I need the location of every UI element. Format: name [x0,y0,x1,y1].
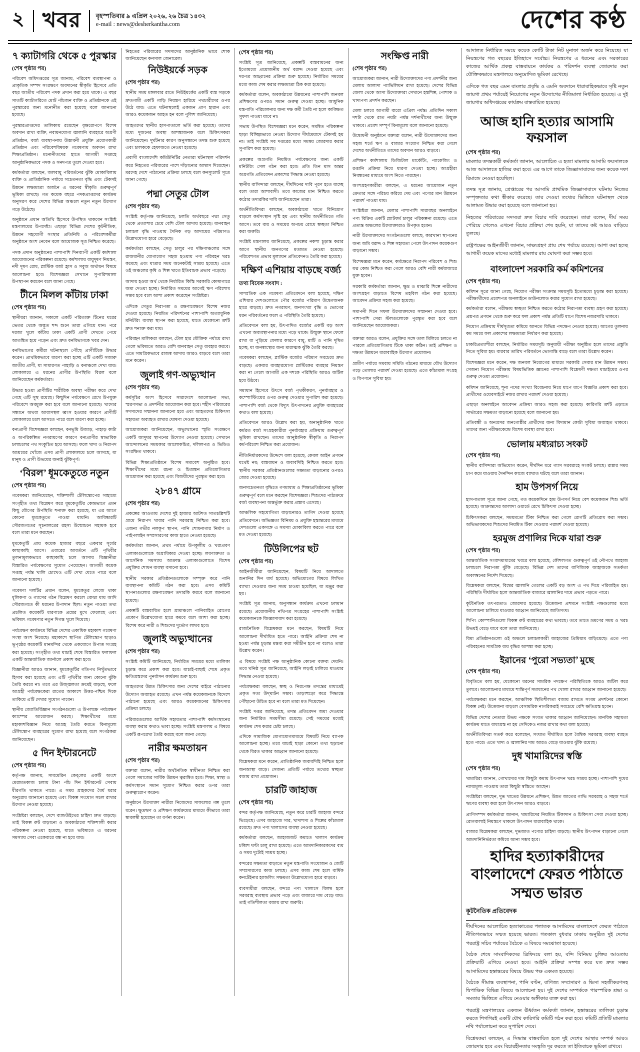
continued-tag: (শেষ পৃষ্ঠার পর) [239,800,274,807]
headline[interactable]: আজ হানি হত্যার আসামি ফয়সাল [480,113,614,145]
headline[interactable]: দুধ খামারিদের স্বস্তি [511,751,583,763]
paragraph: কর্মকর্তারা বলছেন, সেতু চালুর পর দক্ষিণাঞ্চলের সঙ্গে রাজধানীর যোগাযোগ সহজ হওয়ায় পণ্য পরিবহন খরচ কমেছে এবং যাত্রার সময় অনেকটাই সাশ্রয় হয়েছে। এতে ওই অঞ্চলের কৃষি ও শিল্প খাতে ইতিবাচক প্রভাব পড়েছে। [125,246,230,274]
paragraph: সংশ্লিষ্ট কর্তৃপক্ষ জানিয়েছে, চলতি অর্থবছরে পদ্মা সেতু থেকে প্রত্যাশার চেয়ে বেশি টোল আদায় হয়েছে। যানবাহন চলাচল বৃদ্ধি পাওয়ায় দৈনিক গড় আদায়ের পরিমাণও উল্লেখযোগ্য হারে বেড়েছে। [125,213,230,241]
paragraph: প্রাণিসম্পদ কর্মকর্তারা জানান, খামারিদের নিয়মিত টিকাদান ও চিকিৎসা সেবা দেওয়া হচ্ছে। রোগবালাই নিয়ন্ত্রণে থাকলে উৎপাদন ধারাবাহিক থাকে। [466,811,628,825]
paragraph: চাকরিপ্রত্যাশীরা বলছেন, নির্ধারিত সময়সূচি অনুযায়ী পরীক্ষা অনুষ্ঠিত হলে তাদের প্রস্তুতি নিতে সুবিধা হয়। বারবার তারিখ পরিবর্তনে ভোগান্তি বাড়ে বলে তারা উল্লেখ করেন। [466,341,628,355]
article-lead-hani-extradition [466,848,628,1052]
paragraph: আয়োজকরা জানান, নারী উদ্যোক্তাদের পণ্য প্রদর্শনীর জন্য মেলায় আলাদা প্যাভিলিয়ন রাখা হয়েছে। দেশের বিভিন্ন জেলা থেকে আসা উদ্যোক্তারা সেখানে হস্তশিল্প, পোশাক ও খাদ্যপণ্য প্রদর্শন করছেন। [352,75,457,103]
paragraph: বক্তারা আরও বলেন, প্রযুক্তির সঙ্গে তাল মিলিয়ে চলতে না পারলে প্রতিযোগিতায় টিকে থাকা কঠিন। তাই প্রশিক্ষণ ও দক্ষতা উন্নয়নে ধারাবাহিক উদ্যোগ প্রয়োজন। [352,335,457,356]
paragraph: সংশ্লিষ্টরা জানান, মেলার পাশাপাশি সারাবছর অনলাইনে পণ্য বিক্রির একটি প্ল্যাটফর্ম চালুর পরিকল্পনা রয়েছে। এতে প্রত্যন্ত অঞ্চলের উদ্যোক্তারাও উপকৃত হবেন। [352,208,457,229]
article-top-continued [466,48,628,109]
paragraph: প্রতিবন্ধী ও অনগ্রসর জনগোষ্ঠীর প্রার্থীদের জন্য বিদ্যমান কোটা সুবিধা অব্যাহত থাকবে। তাদের জন্য পরীক্ষাকেন্দ্রে বিশেষ ব্যবস্থা রাখা হবে। [466,420,628,433]
paragraph: গবেষকরা জানিয়েছেন, শক্তিশালী টেলিস্কোপের সাহায্যে সংগৃহীত তথ্য বিশ্লেষণ করে ধূমকেতুটির কেন্দ্রভাগে এমন কিছু যৌগের উপস্থিতি শনাক্ত করা হয়েছে, যা এর আগে কোনো ধূমকেতুতে পাওয়া যায়নি। আবিষ্কারটি সৌরজগতের সূচনালগ্নের রহস্য উন্মোচনে সহায়ক হবে বলে তারা মনে করছেন। [12,493,117,536]
paragraph: সভায় উপস্থিত বিশেষজ্ঞরা মনে করেন, সমন্বিত পরিকল্পনা ছাড়া বিচ্ছিন্নভাবে নেওয়া উদ্যোগ দীর্ঘমেয়াদে টেকসই হয় না। তাই সংশ্লিষ্ট সব দপ্তরের মধ্যে সমন্বয় জোরদার করার সুপারিশ করা হয়েছে। [239,124,344,152]
article-women-brief-cont [353,335,458,382]
article-2847-villages [126,486,231,630]
headline[interactable]: ভোলায় মধ্যরাচ্য সংকট [506,438,588,449]
paragraph: অনুষ্ঠানে উদ্যোক্তা নারীরা নিজেদের সাফল্যের গল্প তুলে ধরেন। ক্ষুদ্রঋণ ও প্রশিক্ষণ কার্যক্রমের মাধ্যমে কীভাবে তারা স্বাবলম্বী হয়েছেন তা বর্ণনা করেন। [125,800,230,821]
byline-rule [466,920,592,921]
paragraph: প্রকল্পের আওতায় দেশের দুই হাজার আটশত সাতচল্লিশটি গ্রামে নিরাপদ খাবার পানি সরবরাহ নিশ্চিত করা হবে। এজন্য গভীর নলকূপ স্থাপন, পানি শোধনাগার নির্মাণ ও পাইপলাইন সম্প্রসারণের কাজ হাতে নেওয়া হয়েছে। [125,510,230,538]
article-tin-thorn [12,290,117,463]
continued-tag: (শেষ পৃষ্ঠার পর) [466,669,501,676]
paragraph: পুরস্কারপ্রাপ্তদের তালিকায় রয়েছেন বৃক্ষরোপণে বিশেষ অবদান রাখা ব্যক্তি, নবায়নযোগ্য জ্বালানি ব্যবহারে অগ্রণী প্রতিষ্ঠান, বর্জ্য ব্যবস্থাপনায় উদ্ভাবনী প্রযুক্তি প্রয়োগকারী প্রতিষ্ঠান এবং পরিবেশবিষয়ক গবেষণায় অবদান রাখা শিক্ষাপ্রতিষ্ঠান। মনোনীতদের হাতে আগামী সপ্তাহে আনুষ্ঠানিকভাবে পদক ও সনদপত্র তুলে দেওয়া হবে। [12,122,117,165]
paragraph: স্থানীয় সময় মঙ্গলবার রাতে নিউইয়র্কের একটি ব্যস্ত সড়কে দ্রুতগামী একটি গাড়ি নিয়ন্ত্রণ হারিয়ে পথচারীদের ওপর উঠে যায়। এতে ঘটনাস্থলেই একজন প্রাণ হারান এবং আরও কয়েকজন আহত হন বলে পুলিশ জানিয়েছে। [125,90,230,118]
article-women-empowerment [126,743,231,822]
paragraph: নীতিনির্ধারকদের উদ্দেশে বলা হয়েছে, কেবল আইন প্রণয়ন যথেষ্ট নয়; বাস্তবায়ন ও জবাবদিহি নিশ্চিত করতে হবে। স্থানীয় সরকার প্রতিষ্ঠানগুলোর সক্ষমতা বাড়ানোর ওপরও জোর দেওয়া হয়েছে। [239,452,344,480]
paragraph: উদ্বোধনী অনুষ্ঠানে বক্তারা বলেন, নারী উদ্যোক্তাদের জন্য সহজ শর্তে ঋণ ও বাজার সংযোগ নিশ্চিত করা গেলে দেশের অর্থনীতিতে তাদের অবদান আরও বাড়বে। [352,133,457,153]
paragraph: সংশ্লিষ্ট সূত্র জানিয়েছে, প্রকল্পটি বাস্তবায়নের জন্য ইতোমধ্যে প্রয়োজনীয় অর্থ বরাদ্দ দেওয়া হয়েছে এবং দরপত্র আহ্বানের প্রক্রিয়া শুরু হয়েছে। নির্ধারিত সময়ের মধ্যে কাজ শেষ করার লক্ষ্যমাত্রা ঠিক করা হয়েছে। [239,59,344,87]
paragraph: আহতদের স্থানীয় হাসপাতালে ভর্তি করা হয়েছে। তাদের মধ্যে দুজনের অবস্থা আশঙ্কাজনক বলে চিকিৎসকরা জানিয়েছেন। দুর্ঘটনার কারণ অনুসন্ধানে তদন্ত শুরু হয়েছে এবং চালককে হেফাজতে নেওয়া হয়েছে। [125,122,230,150]
paragraph: বৈঠকে সীমান্ত ব্যবস্থাপনা, পানি বণ্টন, বাণিজ্য সম্প্রসারণ ও ভিসা সহজীকরণসহ দ্বিপাক্ষিক বিভিন্ন বিষয়ে আলোচনা হয়। দুই দেশের সম্পর্ককে পারস্পরিক শ্রদ্ধা ও সমতার ভিত্তিতে এগিয়ে নেওয়ার অঙ্গীকার ব্যক্ত করা হয়। [466,980,628,1003]
continued-tag: (শেষ পৃষ্ঠার পর) [239,49,274,56]
agency-tag: তথ্য বিবেক সংবাদ : [239,280,283,287]
paragraph: স্থানীয় বাসিন্দারা বলছেন, দীর্ঘদিনের দাবি পূরণ হতে যাচ্ছে বলে তারা আশাবাদী। তবে কাজের মান নিশ্চিত করতে কঠোর তদারকির দাবি জানিয়েছেন তারা। [239,181,344,202]
paragraph: প্রকল্পের অগ্রগতি নিয়মিত পর্যবেক্ষণের জন্য একটি মনিটরিং সেল গঠন করা হবে। প্রতি তিন মাস অন্তর অগ্রগতি প্রতিবেদন প্রকাশের সিদ্ধান্ত নেওয়া হয়েছে। [239,156,344,177]
headline[interactable]: নারীর ক্ষমতায়ন [148,742,208,754]
publication-date: বৃহস্পতিবার ৯ এপ্রিল ২০২৬, ২৬ চৈত্র ১৪৩২ [95,13,206,21]
paragraph: কর্মকর্তারা বলছেন, জলবায়ু পরিবর্তনের ঝুঁকি মোকাবিলায় ব্যক্তি ও প্রাতিষ্ঠানিক পর্যায়ে সচেতনতা বৃদ্ধি এবং টেকসই উন্নয়ন লক্ষ্যমাত্রা অর্জনে এ ধরনের স্বীকৃতি গুরুত্বপূর্ণ ভূমিকা রাখছে। গত কয়েক বছরে পদকপ্রাপ্তদের কার্যক্রম অনুসরণ করে দেশের বিভিন্ন অঞ্চলে নতুন নতুন উদ্যোগ গড়ে উঠেছে। [12,169,117,212]
paragraph: আন্তর্জাতিক সংবাদমাধ্যমের খবরে বলা হয়েছে, কৌশলগত গুরুত্বপূর্ণ ওই নৌপথে জাহাজ চলাচলে নিরাপত্তা ঝুঁকি বেড়েছে। বিভিন্ন দেশ তাদের বাণিজ্যিক জাহাজকে সতর্কতা অবলম্বনের নির্দেশ দিয়েছে। [466,557,628,578]
continued-tag: (শেষ পৃষ্ঠার পর) [125,80,160,87]
headline[interactable]: সংক্ষিপ্ত নারী [380,50,429,62]
paragraph: বিমা প্রতিষ্ঠানগুলো ওই অঞ্চলে চলাচলকারী জাহাজের প্রিমিয়াম বাড়িয়েছে। এতে পণ্য পরিবহনের সামগ্রিক ব্যয় বৃদ্ধির আশঙ্কা করা হচ্ছে। [466,636,628,649]
paragraph: বক্তারা বলেন, নারীর অর্থনৈতিক স্বাধীনতা নিশ্চিত করা গেলে সমাজের সার্বিক উন্নয়ন ত্বরান্বিত হবে। শিক্ষা, স্বাস্থ্য ও কর্মসংস্থানে সমান সুযোগ নিশ্চিত করার ওপর তারা গুরুত্বারোপ করেন। [125,768,230,796]
article-continued-top [239,49,344,261]
paragraph: দীর্ঘদিনের আলোচিত হত্যাকাণ্ডের পলাতক আসামিদের বাংলাদেশে ফেরত পাঠাতে নীতিগতভাবে সম্মত হয়েছে ভারত। গতকাল বুধবার ঢাকায় অনুষ্ঠিত দুই দেশের পররাষ্ট্র সচিব পর্যায়ের বৈঠকে এ বিষয়ে সমঝোতা হয়েছে। [466,925,628,947]
paragraph: ধূমকেতুটি প্রায় কয়েক হাজার বছরে একবার সূর্যের কাছাকাছি আসে। এবারের আবর্তনে এটি পৃথিবীর তুলনামূলকভাবে কাছাকাছি চলে আসায় বিজ্ঞানীরা বিস্তারিত পর্যবেক্ষণের সুযোগ পেয়েছেন। আগামী কয়েক সপ্তাহ পর্যন্ত খালি চোখেও এটি দেখা যেতে পারে বলে জানানো হয়েছে। [12,540,117,583]
article-dairy-farmers [466,751,628,843]
paragraph: বিশ্লেষকরা মনে করেন, প্রাতিষ্ঠানিক জবাবদিহি নিশ্চিত হলে জনআস্থা বাড়ে। সেজন্য প্রতিটি পর্যায়ে তথ্যের স্বচ্ছতা বজায় রাখা প্রয়োজন। [239,759,344,779]
paragraph: তদন্ত সূত্র জানায়, গ্রেপ্তারের পর আসামি প্রাথমিক জিজ্ঞাসাবাদে ঘটনায় নিজের সম্পৃক্ততার কথা স্বীকার করেছে। তার দেওয়া তথ্যের ভিত্তিতে ঘটনাস্থল থেকে আলামত উদ্ধার করা হয়েছে বলে জানানো হয়। [466,187,628,210]
paragraph: বিশ্লেষকরা বলছেন, বিশ্বের জ্বালানি তেলের একটি বড় অংশ এ পথ দিয়ে পরিবাহিত হয়। পরিস্থিতি দীর্ঘায়িত হলে আন্তর্জাতিক বাজারে জ্বালানির দামে প্রভাব পড়তে পারে। [466,583,628,596]
continued-tag: (শেষ পৃষ্ঠার পর) [239,558,274,565]
headline[interactable]: হাম উপসর্গ নিয়ে [515,481,579,493]
paragraph: প্রতিবেদনে আরও উল্লেখ করা হয়, অনানুষ্ঠানিক খাতে কর্মরত বর্জ্য সংগ্রহকারীরা পুনর্ব্যবহার প্রক্রিয়ায় গুরুত্বপূর্ণ ভূমিকা রাখছেন। তাদের আনুষ্ঠানিক স্বীকৃতি ও নিরাপদ কর্মপরিবেশ নিশ্চিত করা প্রয়োজন। [239,420,344,448]
article-hormuz-strait [466,533,628,649]
paragraph: উদ্ধার হওয়া প্রাণীটির শারীরিক অবস্থা পরীক্ষা করে দেখা গেছে এটি সুস্থ রয়েছে। কিছুদিন পর্যবেক্ষণে রেখে উপযুক্ত পরিবেশে অবমুক্ত করা হবে বলে জানানো হয়েছে। খাদ্যের সন্ধানে অথবা আবাসস্থল ধ্বংস হওয়ার কারণে প্রাণীটি লোকালয়ে চলে আসতে পারে বলে ধারণা করা হচ্ছে। [12,387,117,423]
headline[interactable]: টীনে মিলল কাঁটায় ঢাকা [20,290,109,302]
paragraph: আহতদের উন্নত চিকিৎসার জন্য দেশের বাইরে পাঠানোর উদ্যোগ অব্যাহত রয়েছে। এখন পর্যন্ত কয়েকজনকে বিদেশে পাঠানো হয়েছে এবং আরও কয়েকজনের চিকিৎসার প্রক্রিয়া চলছে। [125,684,230,712]
headline[interactable]: টিউলিপের ছট [264,543,319,555]
paragraph: সংশ্লিষ্টরা বলছেন, দুগ্ধ খাতের উন্নয়নে প্রশিক্ষণ, উন্নত জাতের গাভি সরবরাহ ও সহজ শর্তে ঋণের ব্যবস্থা করা হলে উৎপাদন আরও বাড়বে। [466,794,628,807]
paragraph: বন্যপ্রাণী বিশেষজ্ঞরা বলছেন, বনভূমি উজাড়, পাহাড় কাটা ও অপরিকল্পিত নগরায়ণের কারণে বন্যপ্রাণীর স্বাভাবিক চলাচলের পথ সংকুচিত হয়ে আসছে। ফলে খাদ্য ও নিরাপদ আশ্রয়ের খোঁজে এসব প্রাণী লোকালয়ে চলে আসছে, যা মানুষ ও প্রাণী উভয়ের জন্যই ঝুঁকিপূর্ণ। [12,427,117,462]
contact-email[interactable]: e-mail : news@desherkantha.com [95,21,180,28]
column-4 [348,48,462,996]
paragraph: মেলা চলবে আগামী বারো এপ্রিল পর্যন্ত। প্রতিদিন সকাল দশটা থেকে রাত নয়টা পর্যন্ত দর্শনার্থীদের জন্য উন্মুক্ত থাকবে। প্রবেশ সম্পূর্ণ বিনামূল্যে বলে জানানো হয়েছে। [352,108,457,128]
masthead-meta [90,13,206,29]
headline[interactable]: হাদির হত্যাকারীদের বাংলাদেশে ফেরত পাঠাতে সম্মত ভারত [471,849,623,902]
article-four-ships [239,785,344,906]
continued-tag: (শেষ পৃষ্ঠার পর) [466,149,501,156]
continued-tag: (শেষ পৃষ্ঠার পর) [125,649,160,656]
paragraph: শিপিং কোম্পানিগুলো বিকল্প রুট ব্যবহারের কথা ভাবছে। তবে তাতে ভ্রমণের সময় ও খরচ উভয়ই বেড়ে যাবে বলে তারা জানিয়েছে। [466,618,628,631]
continued-tag: (শেষ পৃষ্ঠার পর) [466,766,501,773]
paragraph: আয়োজকরা জানিয়েছেন, অভ্যুত্থানের স্মৃতি সংরক্ষণে একটি জাদুঘর স্থাপনের উদ্যোগ নেওয়া হয়েছে। সেখানে আন্দোলনের সময়কার আলোকচিত্র, দলিলপত্র ও ভিডিও সংরক্ষিত থাকবে। [125,427,230,455]
continued-tag: (শেষ পৃষ্ঠার পর) [352,65,387,72]
paragraph: স্থানীয়রা জানান, সকালে একটি পরিত্যক্ত টিনের ঘরের ভেতর থেকে অদ্ভুত শব্দ শুনে তারা এগিয়ে যান। পরে দরজা খুলে কাঁটায় ঢাকা একটি প্রাণী দেখতে পেয়ে আতঙ্কিত হয়ে পড়েন এবং দ্রুত বনবিভাগকে খবর দেন। [12,315,117,343]
headline[interactable]: ২৮৪৭ গ্রামে [154,485,201,497]
paragraph: মামলার তদন্তকারী কর্মকর্তা জানান, আলোচিত এ হত্যা মামলার আসামি ফয়সালকে আজ আদালতে হাজির করা হবে। এর আগে তাকে জিজ্ঞাসাবাদের জন্য কয়েক দফা রিমান্ডে নেওয়া হয়েছিল। [466,159,628,182]
article-newyork-road [126,48,231,184]
paragraph: আইনজীবীরা জানিয়েছেন, বিষয়টি নিয়ে আদালতে শুনানির দিন ধার্য হয়েছে। অভিযোগের বিষয়ে লিখিত ব্যাখ্যা দেওয়ার জন্য সময় চাওয়া হয়েছিল, যা মঞ্জুর করা হয়। [239,568,344,596]
headline[interactable]: ৫ দিন ইন্টারনেটে [32,747,97,759]
paragraph: কর্মকর্তারা জানান, প্রথম পর্যায়ে উপকূলীয় ও খরাপ্রবণ এলাকাগুলোকে অগ্রাধিকার দেওয়া হচ্ছে। লবণাক্ততা ও আর্সেনিক সমস্যায় আক্রান্ত এলাকাগুলোতে বিশেষ প্রযুক্তির শোধন ব্যবস্থা বসানো হবে। [125,543,230,571]
headline[interactable]: দক্ষিণ এশিয়ায় বাড়ছে বর্জ্য [241,265,342,277]
paragraph: নিহতের পরিবারের সদস্যরা দ্রুত বিচার দাবি করেছেন। তারা বলেন, দীর্ঘ সময় পেরিয়ে গেলেও এখনো বিচার প্রক্রিয়া শেষ হয়নি, যা তাদের কষ্ট আরও বাড়িয়ে তুলছে। [466,215,628,238]
headline[interactable]: ৭ ক্যাটাগরি থেকে ৫ পুরস্কার [12,50,117,62]
paragraph: প্রবাসী বাংলাদেশি কমিউনিটির নেতারা ঘটনাস্থল পরিদর্শন করে নিহতের পরিবারের পাশে দাঁড়ানোর আশ্বাস দিয়েছেন। মরদেহ দেশে পাঠানোর প্রক্রিয়া চলছে বলে কনস্যুলেট সূত্রে জানা গেছে। [125,155,230,183]
article-7-categories [12,51,117,286]
article-hani-murder-accused [466,114,628,260]
paragraph: নিহতের পরিবারের সদস্যদের আনুষ্ঠানিক ভাবে শোক জানিয়েছেন কনসাল জেনারেল। [125,48,230,61]
paragraph: কূটনৈতিক তৎপরতাও জোরদার হয়েছে। উত্তেজনা প্রশমনে সংশ্লিষ্ট পক্ষগুলোর মধ্যে আলোচনা চালিয়ে যাওয়ার আহ্বান জানিয়েছে জাতিসংঘ। [466,600,628,614]
article-july-uprising-victims [126,634,231,738]
paragraph: সংশ্লিষ্ট কমিটি জানিয়েছে, নির্ধারিত সময়ের মধ্যে তালিকা চূড়ান্ত করে প্রকাশ করা হবে। যাচাই-বাছাই শেষে প্রকৃত ক্ষতিগ্রস্তদের পুনর্বাসন কার্যক্রম শুরু হবে। [125,659,230,680]
continued-tag: (শেষ পৃষ্ঠার পর) [125,203,160,210]
paragraph: স্থানীয় বাসিন্দারা অভিযোগ করেন, দীর্ঘদিন ধরে গ্যাস সরবরাহে সংকট চলছে। রান্নার সময় চাপ কমে যাওয়ায় দৈনন্দিন কাজে ব্যাঘাত ঘটছে বলে তারা জানান। [466,463,628,476]
paragraph: কর্মকর্তারা বলেন, অবকাঠামো উন্নয়নের পাশাপাশি জনবল প্রশিক্ষণের ওপরও সমান গুরুত্ব দেওয়া হচ্ছে। আধুনিক যন্ত্রপাতি পরিচালনার জন্য দক্ষ কর্মী তৈরি না হলে কাঙ্ক্ষিত সুফল পাওয়া যাবে না। [239,91,344,120]
paragraph: কর্মসূচির অংশ হিসেবে সারাদেশে আলোচনা সভা, স্মরণসভা ও প্রদর্শনীর আয়োজন করা হবে। শহীদ পরিবারের সদস্যদের সম্মাননা জানানো হবে এবং আহতদের চিকিৎসা সহায়তা অব্যাহত রাখার ঘোষণা দেওয়া হয়েছে। [125,394,230,422]
paragraph: পরিবেশ অধিদপ্তরের সূত্র জানায়, পরিবেশ ব্যবস্থাপনা ও প্রাকৃতিক সম্পদ সংরক্ষণে অবদানের স্বীকৃতি হিসেবে প্রতি বছর জাতীয় পরিবেশ পদক প্রদান করা হয়ে থাকে। এ বছর সাতটি ক্যাটাগরিতে মোট পাঁচজন ব্যক্তি ও প্রতিষ্ঠানকে এই পুরস্কারের জন্য মনোনীত করা হয়েছে বলে জানানো হয়েছে। [12,75,117,118]
headline[interactable]: ইরানের ‘পুরো সভ্যতা’ মুছে [499,654,595,665]
byline: কূটনৈতিক প্রতিবেদক [466,908,517,916]
column-3 [234,48,348,996]
paragraph: কমিশন সূত্রে জানা গেছে, নিয়োগ পরীক্ষা সংক্রান্ত সময়সূচি ইতোমধ্যে চূড়ান্ত করা হয়েছে। পরীক্ষার্থীদের প্রবেশপত্র অনলাইনে ডাউনলোড করার সুযোগ রাখা হয়েছে। [466,288,628,302]
paragraph: আঞ্চলিক সহযোগিতা বাড়ানোরও তাগিদ দেওয়া হয়েছে প্রতিবেদনে। অভিজ্ঞতা বিনিময় ও প্রযুক্তি হস্তান্তরের মাধ্যমে দেশগুলো একসঙ্গে এ সমস্যা মোকাবিলা করতে পারে বলে মত দেওয়া হয়েছে। [239,510,344,538]
paragraph: সমাধান হিসেবে উৎসে বর্জ্য পৃথকীকরণ, পুনর্ব্যবহার ও কম্পোস্টিংয়ের ওপর গুরুত্ব দেওয়ার সুপারিশ করা হয়েছে। পাশাপাশি বর্জ্য থেকে বিদ্যুৎ উৎপাদনের প্রযুক্তি ব্যবহারের কথাও বলা হয়েছে। [239,387,344,415]
paragraph: চিকিৎসকরা বলছেন, সময়মতো টিকা নিশ্চিত করা গেলে রোগটি প্রতিরোধ করা সম্ভব। অভিভাবকদের শিশুদের নিয়মিত টিকা দেওয়ার পরামর্শ দেওয়া হয়েছে। [466,514,628,528]
paragraph: কর্তৃপক্ষ জানায়, সাবমেরিন কেব্‌লের একটি অংশে মেরামতকাজ চলায় টানা পাঁচ দিন ইন্টারনেট সেবায় ধীরগতি থাকতে পারে। এ সময় গ্রাহকদের ধৈর্য ধরার অনুরোধ জানানো হয়েছে এবং বিকল্প সংযোগ সচল রাখার উদ্যোগ নেওয়া হয়েছে। [12,773,117,808]
article-5-days-internet [12,748,117,841]
paragraph: পরিবহন মালিকরা বলছেন, টোল হার যৌক্তিক পর্যায়ে রাখা গেলে ভবিষ্যতে আরও বেশি যানবাহন সেতু ব্যবহার করবে। এতে সামগ্রিকভাবে রাজস্ব আদায় আরও বাড়বে বলে তারা মনে করেন। [125,336,230,364]
paragraph: বিজ্ঞানীরা আরও জানান, ধূমকেতুটির গতিপথ নিখুঁতভাবে হিসাব করা হয়েছে এবং এটি পৃথিবীর জন্য কোনো ঝুঁকি তৈরি করবে না। তবে এর উজ্জ্বলতা ক্রমেই বাড়ছে, ফলে আগ্রহী পর্যবেক্ষকেরা রাতের আকাশে উত্তর-পশ্চিম দিকে তাকিয়ে এটি দেখার সুযোগ পাবেন। [12,667,117,702]
paragraph: প্রশিক্ষণ কর্মশালায় ডিজিটাল মার্কেটিং, প্যাকেজিং ও রপ্তানি প্রক্রিয়া নিয়ে ধারণা দেওয়া হচ্ছে। আগ্রহীরা নিবন্ধনের মাধ্যমে অংশ নিতে পারছেন। [352,158,457,178]
paragraph: এ বিষয়ে সংশ্লিষ্ট পক্ষ আনুষ্ঠানিক কোনো বক্তব্য দেয়নি। তবে ঘনিষ্ঠ সূত্র জানিয়েছে, আইনি লড়াই চালিয়ে যাওয়ার সিদ্ধান্ত নেওয়া হয়েছে। [239,658,344,679]
paragraph: পর্যবেক্ষকরা মনে করছেন, আঞ্চলিক স্থিতিশীলতা বজায় রাখতে সংযম প্রদর্শনের কোনো বিকল্প নেই। উত্তেজনা বাড়লে বেসামরিক নাগরিকরাই সবচেয়ে বেশি ক্ষতিগ্রস্ত হবেন। [466,697,628,710]
paragraph: সাম্প্রতিক এক গবেষণা প্রতিবেদনে বলা হয়েছে, দক্ষিণ এশিয়ার দেশগুলোতে পৌর বর্জ্যের পরিমাণ উদ্বেগজনক হারে বাড়ছে। দ্রুত নগরায়ণ, জনসংখ্যা বৃদ্ধি ও ভোগের ধরন পরিবর্তনের ফলে এ পরিস্থিতি তৈরি হয়েছে। [239,290,344,318]
column-grid [8,48,632,1050]
paragraph: অর্থনীতিবিদরা বলছেন, অবকাঠামো খাতে বিনিয়োগ বাড়লে কর্মসংস্থান সৃষ্টি হয় এবং স্থানীয় অর্থনীতিতে গতি আসে। তবে ব্যয় ও সময়ের অপচয় রোধে স্বচ্ছতা নিশ্চিত করা জরুরি। [239,206,344,235]
article-south-asia-waste [239,265,344,538]
paragraph: কর্মকর্তারা বলেন, পরীক্ষায় স্বচ্ছতা নিশ্চিত করতে কঠোর নিরাপত্তা ব্যবস্থা গ্রহণ করা হয়েছে। প্রশ্নপত্র প্রণয়ন থেকে শুরু করে ফল প্রকাশ পর্যন্ত প্রতিটি ধাপে বিশেষ নজরদারি থাকবে। [466,306,628,319]
paragraph: বাজার বিশ্লেষকরা বলছেন, দুগ্ধজাত পণ্যের চাহিদা বাড়ছে। স্থানীয় উৎপাদন বাড়ানো গেলে আমদানিনির্ভরতা কমিয়ে আনা সম্ভব হবে। [466,829,628,842]
section-title: খবর [42,7,81,32]
paragraph: অনুষ্ঠানে প্রধান অতিথি হিসেবে উপস্থিত থাকবেন সংশ্লিষ্ট মন্ত্রণালয়ের উপদেষ্টা। এছাড়া বিভিন্ন দেশের কূটনীতিক, উন্নয়ন সহযোগী সংস্থার প্রতিনিধি ও পরিবেশকর্মীরা অনুষ্ঠানে অংশ নেবেন বলে আয়োজক সূত্র নিশ্চিত করেছে। [12,217,117,245]
paragraph: হাসপাতাল সূত্রে জানা গেছে, গত কয়েকদিনে হাম উপসর্গ নিয়ে বেশ কয়েকজন শিশু ভর্তি হয়েছে। আক্রান্তদের আলাদা ওয়ার্ডে রেখে চিকিৎসা দেওয়া হচ্ছে। [466,497,628,510]
paragraph: গবেষণা দলটির প্রধান বলেন, ধূমকেতুর লেজে থাকা ধূলিকণা ও গ্যাসের গঠন বিশ্লেষণ করলে বোঝা যায় আদি সৌরজগতে কী ধরনের উপাদান ছিল। নতুন পাওয়া তথ্য প্রচলিত কয়েকটি ধারণাকে প্রশ্নের মুখে ফেলেছে এবং ভবিষ্যৎ গবেষণার নতুন দিগন্ত খুলে দিয়েছে। [12,587,117,623]
paragraph: রাজনৈতিক বিশ্লেষকরা মনে করছেন, বিষয়টি নিয়ে আলোচনা দীর্ঘায়িত হতে পারে। আইনি প্রক্রিয়া শেষ না হওয়া পর্যন্ত চূড়ান্ত মন্তব্য করা সমীচীন হবে না বলেও তারা উল্লেখ করেন। [239,626,344,654]
page-number: ২ [12,9,25,30]
paragraph: বিভিন্ন শিক্ষাপ্রতিষ্ঠানে বিশেষ সমাবেশ অনুষ্ঠিত হবে। শিক্ষার্থীদের মধ্যে রচনা ও চিত্রাঙ্কন প্রতিযোগিতার আয়োজন করা হয়েছে এবং বিজয়ীদের পুরস্কৃত করা হবে। [125,459,230,480]
continued-tag: (শেষ পৃষ্ঠার পর) [12,305,47,312]
continued-tag: (শেষ পৃষ্ঠার পর) [125,758,160,765]
paragraph: আদায় হওয়া অর্থ থেকে নির্ধারিত কিস্তি সরকারি কোষাগারে জমা দেওয়া হচ্ছে। নির্ধারিত সময়ের আগেই ঋণ পরিশোধ সম্ভব হবে বলে আশা প্রকাশ করেছেন সংশ্লিষ্টরা। [125,278,230,299]
article-rare-comet [12,468,117,743]
continued-tag: (শেষ পৃষ্ঠার পর) [12,483,47,490]
paragraph: স্থানীয় সরকার প্রতিষ্ঠানগুলোকে সম্পৃক্ত করে পানি ব্যবস্থাপনা কমিটি গঠন করা হবে। এসব কমিটি স্থাপনাগুলোর রক্ষণাবেক্ষণ তদারকি করবে বলে জানানো হয়েছে। [125,575,230,603]
continued-tag: (শেষ পৃষ্ঠার পর) [466,278,501,285]
paragraph: প্রকল্পটি বাস্তবায়িত হলে গ্রামাঞ্চলে পানিবাহিত রোগের প্রকোপ উল্লেখযোগ্য হারে কমবে বলে আশা করা হচ্ছে। বিশেষ করে নারী ও শিশুদের দুর্ভোগ লাঘব হবে। [125,608,230,628]
article-women-brief [353,51,458,330]
headline[interactable]: পদ্মা সেতুর টোল [146,188,210,200]
paragraph: বিশ্লেষকরা বলছেন, এ সিদ্ধান্ত বাস্তবায়িত হলে দুই দেশের আস্থার সম্পর্ক আরও জোরদার হবে এবং বিচারহীনতার সংস্কৃতি দূর করতে তা ইতিবাচক ভূমিকা রাখবে। [466,1036,628,1050]
paragraph: এদিকে সেতুর নিরাপত্তা ও রক্ষণাবেক্ষণে বিশেষ নজর দেওয়া হয়েছে। নিয়মিত পরিদর্শনের পাশাপাশি অত্যাধুনিক মনিটরিং ব্যবস্থা স্থাপন করা হয়েছে, যাতে যেকোনো ত্রুটি দ্রুত শনাক্ত করা যায়। [125,303,230,331]
paragraph: বিশেষজ্ঞরা মনে করেন, দক্ষ জনবল নিয়োগের মাধ্যমে সরকারি সেবার মান উন্নয়ন সম্ভব। সেজন্য নিয়োগ পরীক্ষায় বিষয়ভিত্তিক জ্ঞানের পাশাপাশি বিশ্লেষণী দক্ষতা যাচাইয়ের ওপর গুরুত্ব দেওয়া প্রয়োজন। [466,359,628,380]
paragraph: কর্মকর্তারা বলছেন, জাহাজজট কমাতে খালাস কার্যক্রম চব্বিশ ঘণ্টা চালু রাখা হয়েছে। এতে আমদানিকারকদের ব্যয় ও সময় দুটোই সাশ্রয় হচ্ছে। [239,835,344,856]
article-padma-toll [126,189,231,365]
paragraph: পর্যবেক্ষণ কার্যক্রমে বিভিন্ন দেশের একাধিক মহাকাশ গবেষণা সংস্থা অংশ নিয়েছে। মহাকাশে স্থাপিত টেলিস্কোপ ছাড়াও ভূপৃষ্ঠের কয়েকটি মানমন্দির থেকে একযোগে উপাত্ত সংগ্রহ করা হয়েছে। সংগৃহীত তথ্য যাচাই শেষে বিস্তারিত ফলাফল একটি আন্তর্জাতিক জার্নালে প্রকাশ করা হবে। [12,627,117,662]
paragraph: প্রতিবেদনে বলা হয়, উৎপাদিত বর্জ্যের একটি বড় অংশ এখনো অব্যবস্থাপনার মধ্যে পড়ে থাকে। উন্মুক্ত স্থানে ফেলে রাখা বা পুড়িয়ে ফেলার কারণে বায়ু, মাটি ও পানি দূষিত হচ্ছে, যা জনস্বাস্থ্যের জন্য মারাত্মক ঝুঁকি তৈরি করছে। [239,323,344,351]
paragraph: এদিকে গত বছর এমন বাংলার প্রবৃদ্ধি ও এমনি অবদানে ধারাবাহিকভাবে সৃষ্টি নতুন জায়গা প্রথম পর্যায়েই নিয়োগের নতুন উদ্যোগের নীতিমালা নির্ধারিত হয়েছে। এ দুই জায়গার অধিদপ্তরের কার্যক্রম বাস্তবায়িত হয়েছে। [466,84,628,107]
headline[interactable]: জুলাই অভ্যুত্থানের [143,634,213,646]
headline[interactable]: চারটি জাহাজ [265,785,317,797]
paragraph: বন্দরের সক্ষমতা বাড়াতে নতুন যন্ত্রপাতি সংযোজন ও জেটি সম্প্রসারণের কাজ চলছে। এসব কাজ শেষ হলে বার্ষিক কনটেইনার হ্যান্ডলিং সক্ষমতা উল্লেখযোগ্য হারে বাড়বে। [239,860,344,881]
article-bhola-gas-crisis [466,439,628,477]
paragraph: কমিশন জানিয়েছে, শূন্য পদের সংখ্যা বিবেচনায় নিয়ে ধাপে ধাপে বিজ্ঞপ্তি প্রকাশ করা হবে। প্রার্থীদের ওয়েবসাইটে নজর রাখার পরামর্শ দেওয়া হয়েছে। [466,384,628,397]
paragraph: বিশেষজ্ঞরা মনে করেন, কর্মক্ষেত্রে নিরাপদ পরিবেশ ও শিশু যত্ন কেন্দ্র নিশ্চিত করা গেলে আরও বেশি নারী কর্মবাজারে যুক্ত হবেন। [352,258,457,279]
paragraph: পরিবারগুলোর আর্থিক সহায়তার পাশাপাশি কর্মসংস্থানের ব্যবস্থা করার কথাও ভাবা হচ্ছে। সংশ্লিষ্ট মন্ত্রণালয় এ বিষয়ে একটি রূপরেখা তৈরি করছে বলে জানা গেছে। [125,716,230,737]
paragraph: খামারিরা জানান, গোখাদ্যের দাম কিছুটা কমায় উৎপাদন খরচ সাশ্রয় হচ্ছে। পাশাপাশি দুধের ন্যায্যমূল্য পাওয়ায় তারা কিছুটা স্বস্তিতে আছেন। [466,776,628,789]
headline[interactable]: বাংলাদেশ সরকারি কর্ম কমিশনের [490,264,604,275]
headline[interactable]: নিউইয়র্কে সড়ক [148,65,208,77]
paragraph: সরকারি কর্মকর্তারা জানান, ক্ষুদ্র ও মাঝারি শিল্পে নারীদের অংশগ্রহণ বাড়াতে বিশেষ তহবিল গঠন করা হয়েছে। আবেদন প্রক্রিয়া সহজ করা হয়েছে। [352,283,457,304]
paragraph: বনবিভাগের কর্মীরা ঘটনাস্থলে পৌঁছে প্রাণীটিকে উদ্ধার করেন। প্রাথমিকভাবে ধারণা করা হচ্ছে এটি একটি সজারু জাতীয় প্রাণী, যা সাধারণত পাহাড়ি ও বনাঞ্চলে দেখা যায়। লোকালয়ে এ ধরনের প্রাণীর উপস্থিতি বিরল বলে জানিয়েছেন কর্মকর্তারা। [12,347,117,383]
paragraph: বন্দর কর্তৃপক্ষ জানিয়েছে, নতুন করে চারটি জাহাজ বন্দরে ভিড়েছে। এসব জাহাজে সার, খাদ্যশস্য ও শিল্পের কাঁচামাল রয়েছে। দ্রুত পণ্য খালাসের ব্যবস্থা নেওয়া হয়েছে। [239,810,344,831]
paragraph: রাষ্ট্রপক্ষের আইনজীবী জানান, সাক্ষ্যগ্রহণ প্রায় শেষ পর্যায়ে রয়েছে। আশা করা হচ্ছে আগামী কয়েক মাসের মধ্যেই মামলার রায় ঘোষণা করা সম্ভব হবে। [466,243,628,257]
paragraph: সংশ্লিষ্টরা বলছেন, দেশে ব্যান্ডউইথের চাহিদা দ্রুত বাড়ছে। তাই বিকল্প রুট বাড়ানো ও অবকাঠামো শক্তিশালী করার পরিকল্পনা নেওয়া হয়েছে, যাতে ভবিষ্যতে এ ধরনের সমস্যায় সেবা একেবারে বন্ধ না হয়ে যায়। [12,812,117,840]
article-iran-civilization [466,655,628,746]
article-psc [466,264,628,434]
paragraph: অর্থনীতিবিদরা সতর্ক করে বলেছেন, সংঘাত দীর্ঘায়িত হলে বৈশ্বিক সরবরাহ ব্যবস্থা ব্যাহত হতে পারে। এতে খাদ্য ও জ্বালানির দাম আরও বেড়ে যাওয়ার ঝুঁকি রয়েছে। [466,732,628,745]
paragraph: সংশ্লিষ্ট মন্ত্রণালয় জানিয়েছে, প্রকল্পের নকশা চূড়ান্ত করার আগে স্থানীয় জনগণের মতামত নেওয়া হয়েছে। পরিবেশগত প্রভাব মূল্যায়ন প্রতিবেদনও তৈরি করা হয়েছে। [239,239,344,260]
paragraph: এদিকে সামাজিক যোগাযোগমাধ্যমে বিষয়টি নিয়ে ব্যাপক আলোচনা হচ্ছে। তবে যাচাই ছাড়া কোনো তথ্য ছড়ানো থেকে বিরত থাকার আহ্বান জানানো হয়েছে। [239,734,344,754]
column-2 [121,48,235,996]
paragraph: এছাড়া অনলাইনে আবেদন প্রক্রিয়া আরও সহজ করা হয়েছে। কারিগরি ত্রুটি এড়াতে সার্ভারের সক্ষমতা বাড়ানো হয়েছে বলে জানানো হয়। [466,402,628,415]
continued-tag: (শেষ পৃষ্ঠার পর) [125,384,160,391]
continued-tag: (শেষ পৃষ্ঠার পর) [125,500,160,507]
paragraph: স্থানীয় জ্যোতির্বিজ্ঞান সংগঠনগুলো এ উপলক্ষে পর্যবেক্ষণ ক্যাম্পের আয়োজন করছে। শিক্ষার্থীদের মধ্যে মহাকাশবিজ্ঞান নিয়ে আগ্রহ তৈরি করতে বিনামূল্যে টেলিস্কোপ ব্যবহারের সুযোগ রাখা হয়েছে বলে সংগঠকরা জানিয়েছেন। [12,707,117,742]
article-measles-symptoms [466,482,628,529]
column-1 [8,48,121,996]
paragraph: বিবৃতিতে বলা হয়, যেকোনো ধরনের সামরিক পদক্ষেপ পরিস্থিতিকে আরও জটিল করে তুলবে। আলোচনার মাধ্যমে শান্তিপূর্ণ সমাধানের পথ খোলা রাখার আহ্বান জানানো হয়েছে। [466,679,628,692]
newspaper-logo: দেশের কণ্ঠ [520,6,626,34]
column-5 [461,48,632,1050]
paragraph: বৈঠক শেষে সাংবাদিকদের ব্রিফিংয়ে বলা হয়, বন্দি বিনিময় চুক্তির আওতায় প্রক্রিয়াটি এগিয়ে নেওয়া হবে। আইনি প্রক্রিয়া সম্পন্ন করে যত দ্রুত সম্ভব আসামিদের হস্তান্তরের বিষয়ে উভয় পক্ষ একমত হয়েছে। [466,952,628,975]
paragraph: সংশ্লিষ্ট দপ্তর জানিয়েছে, তদন্ত প্রতিবেদন জমা দেওয়ার জন্য নির্ধারিত সময়সীমা রয়েছে। সেই সময়ের মধ্যেই কার্যক্রম শেষ করার চেষ্টা চলছে। [239,708,344,729]
masthead [8,6,632,36]
paragraph: পররাষ্ট্র মন্ত্রণালয়ের একজন ঊর্ধ্বতন কর্মকর্তা জানান, হস্তান্তরের তালিকা চূড়ান্ত করতে শিগগিরই একটি যৌথ কারিগরি কমিটি গঠন করা হবে। কমিটি প্রতিটি মামলার নথি পর্যালোচনা করে সুপারিশ দেবে। [466,1008,628,1031]
headline[interactable]: জুলাই গণ-অভ্যুত্থান [140,369,216,381]
paragraph: গ্রামীণ পর্যায়ে সমবায় সমিতি গঠনের মাধ্যমে যৌথ উদ্যোগ গড়ে তোলার পরামর্শ দেওয়া হয়েছে। এতে কাঁচামাল সংগ্রহ ও বিপণনে সুবিধা হয়। [352,360,457,381]
article-july-uprising [126,370,231,481]
continued-tag: (শেষ পৃষ্ঠার পর) [466,453,501,460]
masthead-rule-thin [8,43,632,44]
paragraph: পদক প্রদান অনুষ্ঠানের পাশাপাশি দিনব্যাপী একটি কর্মশালা আয়োজনের পরিকল্পনা রয়েছে। কর্মশালায় বায়ুদূষণ নিয়ন্ত্রণ, নদী দূষণ রোধ, প্লাস্টিক বর্জ্য হ্রাস ও সবুজ অর্থায়ন বিষয়ে আলোচনা হবে। বিশেষজ্ঞরা সেখানে সুপারিশমালা উপস্থাপন করবেন বলে জানা গেছে। [12,249,117,284]
article-tulip [239,544,344,780]
paragraph: গবেষকরা বলছেন, প্লাস্টিক বর্জ্যের পরিমাণ সবচেয়ে দ্রুত বাড়ছে। একবার ব্যবহারযোগ্য প্লাস্টিকের ব্যবহার নিয়ন্ত্রণ করা না গেলে আগামী এক দশকে পরিস্থিতি আরও জটিল হয়ে উঠবে। [239,355,344,383]
paragraph: আদালত নির্ধারিত সময়ে কয়েক কোটি টাকা নিট মুনাফা অর্জন করে নিয়েছে। যা নিয়ন্ত্রণের গত বছরের ইতিহাসে সর্বোচ্চ। নিয়ন্ত্রণের এ ধরনের এবং সরকারের কাজের আর্থিক প্রকল্প বাস্তবায়নে কার্যকর ও পরিদর্শন ব্যবস্থা জোরদার করা যৌক্তিকভাবে মন্ত্রণালয়ে অনুমোদিত ভূমিকা রেখেছে। [466,48,628,79]
paragraph: নারী উদ্যোক্তাদের সংগঠনগুলো বলছে, কারখানা স্থাপনের জন্য জমি বরাদ্দ ও শিল্প সহায়তা পেলে উৎপাদন কয়েকগুণ বাড়ানো সম্ভব। [352,233,457,254]
continued-tag: (শেষ পৃষ্ঠার পর) [12,65,47,72]
paragraph: ব্যবসায়ীরা বলছেন, বন্দরে পণ্য খালাসে বিলম্ব হলে সরবরাহ ব্যবস্থায় প্রভাব পড়ে এবং বাজারে দাম বেড়ে যায়। তাই গতিশীলতা বজায় রাখা জরুরি। [239,885,344,906]
paragraph: সমাপনী দিনে সফল উদ্যোক্তাদের সম্মাননা দেওয়া হবে। পাশাপাশি সেরা স্টলগুলোকে পুরস্কৃত করা হবে বলে জানিয়েছেন আয়োজকরা। [352,308,457,329]
continued-tag: (শেষ পৃষ্ঠার পর) [12,763,47,770]
paragraph: অংশগ্রহণকারীরা বলছেন, এ ধরনের আয়োজন নতুন ক্রেতার সঙ্গে পরিচয় করিয়ে দেয় এবং পণ্যের মান উন্নয়নে পরামর্শ পাওয়া যায়। [352,183,457,204]
paragraph: সংশ্লিষ্ট সূত্র জানায়, অনুসন্ধান কার্যক্রম এখনো চলমান রয়েছে। প্রয়োজনীয় নথিপত্র সংগ্রহের পাশাপাশি সংশ্লিষ্ট কয়েকজনকে জিজ্ঞাসাবাদ করা হয়েছে। [239,601,344,622]
paragraph: পর্যবেক্ষকরা বলছেন, স্বচ্ছ ও নিরপেক্ষ তদন্তের মাধ্যমেই প্রকৃত সত্য উদ্‌ঘাটন সম্ভব। তাড়াহুড়ো করে সিদ্ধান্তে পৌঁছানো উচিত হবে না বলে তারা মত দিয়েছেন। [239,683,344,704]
paragraph: নিয়োগ প্রক্রিয়ায় দীর্ঘসূত্রতা কমিয়ে আনতে বিভিন্ন পদক্ষেপ নেওয়া হয়েছে। আগের তুলনায় কম সময়ে ফল প্রকাশের লক্ষ্যমাত্রা নির্ধারণ করা হয়েছে। [466,324,628,337]
headline[interactable]: ‘বিরল’ ধূমকেতুতে নতুন [19,468,109,480]
paragraph: বিভিন্ন দেশের নেতারা উভয় পক্ষকে সংযত থাকার আহ্বান জানিয়েছেন। মানবিক সহায়তা কার্যক্রম যাতে বাধাগ্রস্ত না হয় সেদিকেও নজর রাখার কথা বলা হয়েছে। [466,714,628,728]
headline[interactable]: হরমুজ প্রণালির দিকে যারা শুরু [493,533,601,544]
paragraph: জনসচেতনতা বৃদ্ধিতে গণমাধ্যম ও শিক্ষাপ্রতিষ্ঠানের ভূমিকা গুরুত্বপূর্ণ বলে মনে করছেন বিশেষজ্ঞরা। শিশুদের পাঠ্যক্রমে বর্জ্য ব্যবস্থাপনা অন্তর্ভুক্ত করার প্রস্তাব এসেছে। [239,485,344,505]
continued-tag: (শেষ পৃষ্ঠার পর) [466,547,501,554]
